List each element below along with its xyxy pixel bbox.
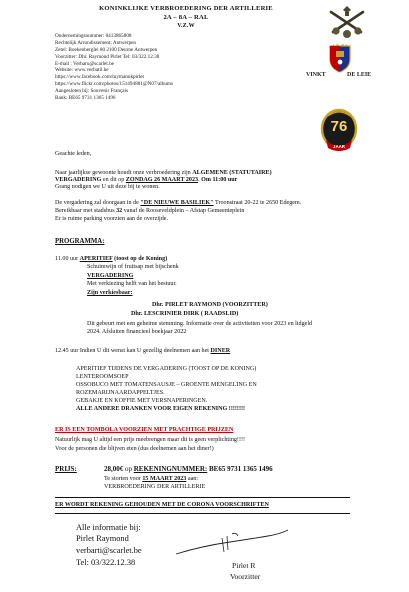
title-line-2: 2A – 8A – RAL <box>163 14 209 21</box>
slot-title: APERITIEF <box>79 256 113 262</box>
handwritten-signature <box>172 524 292 562</box>
location-text: Bereikbaar met stadsbus <box>55 208 117 214</box>
location-venue: "DE NIEUWE BASILIEK" <box>140 200 214 206</box>
badge-caption: JAAR <box>333 144 345 149</box>
tombola-heading: ER IS EEN TOMBOLA VOORZIEN MET PRACHTIGE PRIJZEN <box>55 427 234 433</box>
slot-note: (toost op de Koning) <box>112 256 168 262</box>
intro-meeting-type: ALGEMENE (STATUTAIRE) <box>192 170 272 176</box>
menu-item: ROZEMARIJNAARDAPPELTJES. <box>76 390 165 396</box>
account-number: BE65 9731 1365 1496 <box>207 465 273 473</box>
emblem-caption-left: VINKT <box>306 72 326 78</box>
signatory-name: Pirlet R <box>232 561 256 570</box>
tombola-line-2: Voor de personen die blijven eten (dus deelnemen aan het diner!) <box>55 446 214 452</box>
intro-date: ZONDAG 26 MAART 2023 <box>125 177 199 183</box>
intro-line-3: Grang nodigen we U uit deze bij te wonen. <box>55 184 160 190</box>
menu-item: GEBAKJE EN KOFFIE MET VERSNAPERINGEN. <box>76 398 208 404</box>
vergadering-line: Met verkiezing helft van het bestuur. <box>87 281 177 287</box>
contact-line: https://www.flickr.com/photos/151494881@N07/albums <box>55 81 173 88</box>
contact-line: https://www.facebook.com/mymanukpirlet <box>55 74 144 81</box>
programme-slot-2 <box>55 348 230 355</box>
candidate-1: Dhr. PIRLET RAYMOND (VOORZITTER) <box>152 302 268 308</box>
tombola-line-1: Natuurlijk mag U altijd een prijs meebrengen maar dit is geen verplichting!!!! <box>55 437 246 443</box>
price-amount: 28,00€ <box>104 465 124 473</box>
title-line-1: KONINKLIJKE VERBROEDERING DER ARTILLERIE <box>99 5 273 12</box>
beneficiary: VERBROEDERING DER ARTILLERIE <box>104 484 206 490</box>
location-text: vanaf de Rooseveldplein – Afstap Gemeenteplein <box>122 208 245 214</box>
candidate-2: Dhr. LESCRINIER DIRK ( RAADSLID) <box>131 311 239 317</box>
info-email: verbarti@scarlet.be <box>76 546 142 555</box>
menu-item-drinks: ALLE ANDERE DRANKEN VOOR EIGEN REKENING !!!!!!!! <box>76 406 246 412</box>
price-label: PRIJS: <box>55 465 77 473</box>
deadline-line <box>104 476 198 483</box>
greeting: Geachte leden, <box>55 151 92 157</box>
coat-of-arms-shield-icon <box>327 43 353 73</box>
info-name: Pirlet Raymond <box>76 534 129 543</box>
emblem-caption-right: DE LEIE <box>347 72 372 78</box>
account-label: REKENINGNUMMER: <box>133 465 208 473</box>
intro-time: Om 11:00 uur <box>201 177 238 183</box>
deadline-date: 15 MAART 2023 <box>142 476 187 482</box>
vergadering-heading: VERGADERING <box>87 273 134 279</box>
divider <box>55 513 350 514</box>
divider <box>55 497 350 498</box>
intro-text: en dit op <box>101 177 126 183</box>
programme-slot-1 <box>55 256 167 263</box>
signatory-role: Voorzitter <box>230 572 261 581</box>
menu-item: LENTEROOMSOEP <box>76 374 129 380</box>
contact-line: Ondernemingsnummer: 0413865808 <box>55 33 132 39</box>
vote-line-2: 2024. Afsluiten financieel boekjaar 2022 <box>87 329 187 335</box>
contact-line: Voorzitter: Dhr. Raymond Pirlet Tel: 03/322.12.38 <box>55 53 160 60</box>
crossed-cannons-emblem-icon <box>326 4 368 40</box>
contact-line: Website: www.verbatil.be <box>55 67 109 74</box>
intro-text: Naar jaarlijkse gewoonte houdt onze verbroedering zijn <box>55 170 193 176</box>
price-on: op <box>123 465 134 473</box>
contact-line: Zetel: Boekenberglei 80 2100 Deurne Antwerpen <box>55 46 158 53</box>
deadline-text: aan: <box>186 476 199 482</box>
slot-title: DINER <box>210 348 231 354</box>
location-text: De vergadering zal doorgaan in de <box>55 200 141 206</box>
deadline-text: Te storten voor <box>104 476 143 482</box>
title-line-3: V.Z.W <box>177 23 195 29</box>
slot-1-detail: Schuimwijn of fruitsap met bijschenk <box>87 264 179 270</box>
contact-line: E-mail : Verbaru@scarlet.be <box>55 60 114 67</box>
slot-time: 12.45 uur <box>55 348 79 354</box>
location-line-1 <box>55 200 301 207</box>
info-heading: Alle informatie bij: <box>76 523 141 532</box>
slot-text: Indien U dit wenst kan U gezellig deelnemen aan het <box>78 348 211 354</box>
slot-time: 11.00 uur <box>55 256 79 262</box>
intro-separator: . <box>198 177 202 183</box>
programme-heading: PROGRAMMA: <box>55 238 105 245</box>
contact-block <box>55 33 173 102</box>
location-line-3: Er is ruime parking voorzien aan de overzijde. <box>55 216 169 222</box>
price-line <box>104 465 273 473</box>
location-bus: 32 <box>116 208 123 214</box>
vote-line-1: Dit gebeurt met een geheime stemming. Informatie over de activiteiten voor 2023 en lidgeld <box>87 321 313 327</box>
menu-item: OSSOBUCO MET TOMATENSAUSJE – GROENTE MENGELING EN <box>76 382 257 388</box>
info-phone: Tel: 03/322.12.38 <box>76 558 136 567</box>
location-address: Troonstraat 20-22 te 2650 Edegem. <box>213 200 302 206</box>
location-line-2 <box>55 208 244 215</box>
menu-item: APERITIEF TIJDENS DE VERGADERING (TOOST OP DE KONING) <box>76 366 257 372</box>
contact-line: Bank: BE65 9731 1365 1496 <box>55 95 116 102</box>
contact-line: Aangesloten bij: Souvenir Français <box>55 88 129 95</box>
corona-notice: ER WORDT REKENING GEHOUDEN MET DE CORONA VOORSCHRIFTEN <box>55 502 269 508</box>
intro-meeting: VERGADERING <box>55 177 102 183</box>
candidates-heading: Zijn verkiesbaar: <box>87 290 133 296</box>
contact-line: Rechtelijk Arrondissement: Antwerpen <box>55 39 136 46</box>
badge-number: 76 <box>330 118 348 135</box>
anniversary-badge <box>320 108 358 154</box>
